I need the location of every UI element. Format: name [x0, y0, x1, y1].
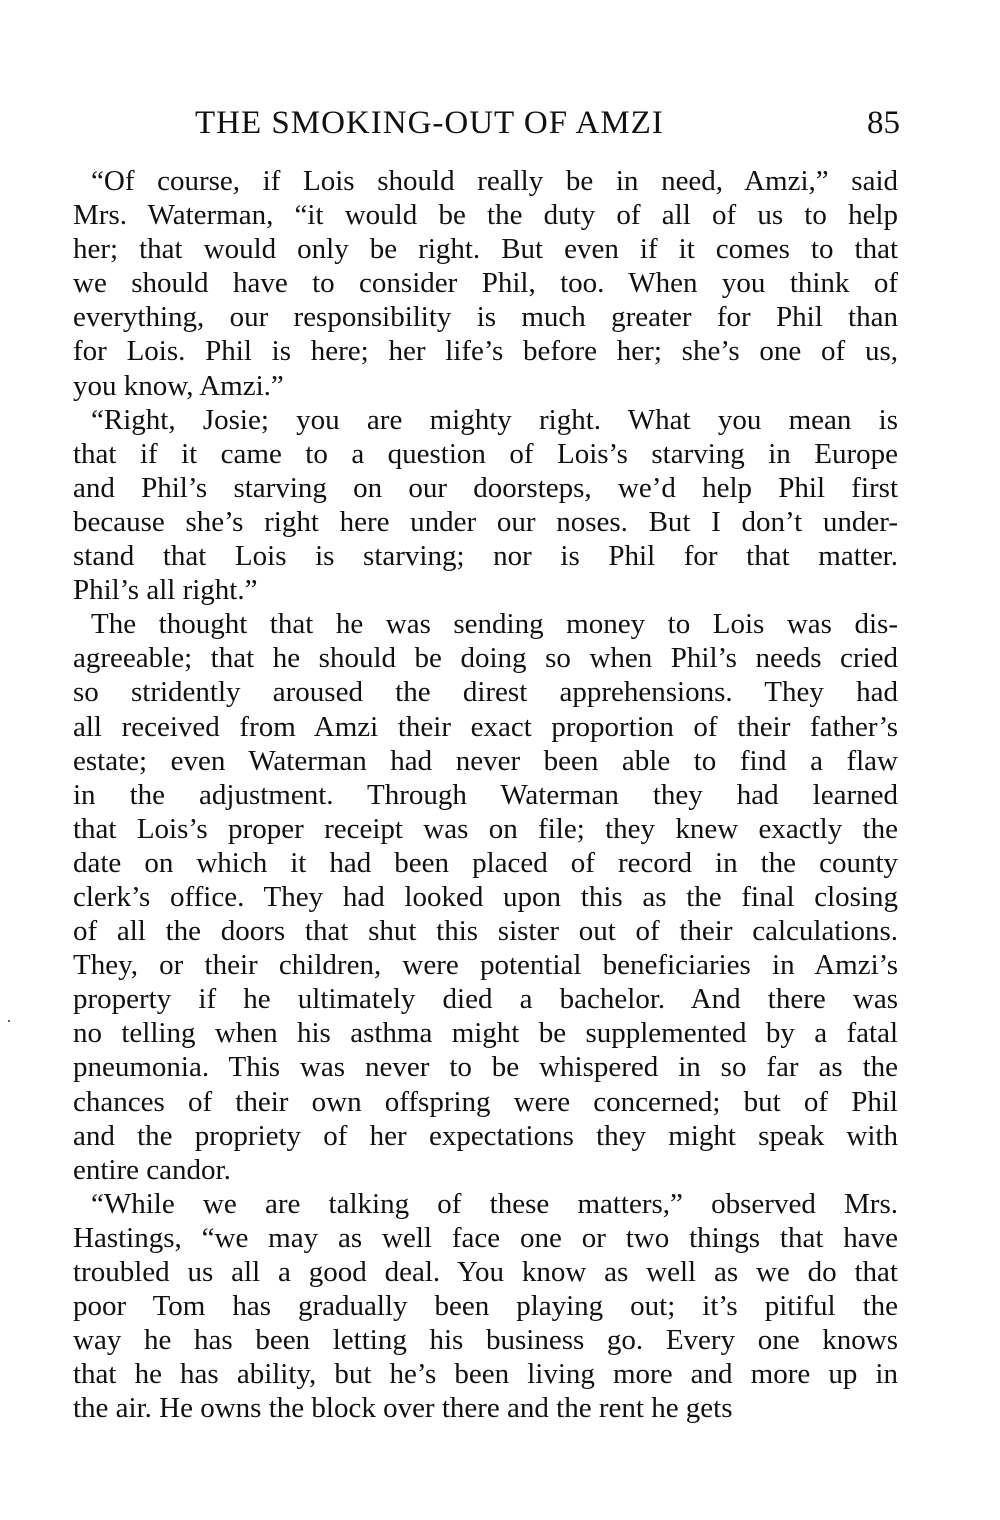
- text-line: agreeable; that he should be doing so when Phil’s needs cried: [73, 642, 898, 675]
- text-line: her; that would only be right. But even if it comes to that: [73, 233, 898, 266]
- text-line: stand that Lois is starving; nor is Phil for that matter.: [73, 540, 898, 573]
- paragraph: [73, 164, 898, 403]
- text-line: The thought that he was sending money to Lois was dis-: [91, 608, 898, 641]
- text-line: Phil’s all right.”: [73, 574, 258, 607]
- paragraph: [73, 607, 898, 1187]
- running-header: [75, 103, 900, 143]
- text-line: Hastings, “we may as well face one or two things that have: [73, 1221, 898, 1254]
- text-line: that he has ability, but he’s been living more and more up in: [73, 1358, 898, 1391]
- text-line: that Lois’s proper receipt was on file; they knew exactly the: [73, 812, 898, 845]
- text-line: pneumonia. This was never to be whispered in so far as the: [73, 1051, 898, 1084]
- text-line: estate; even Waterman had never been able to find a flaw: [73, 744, 898, 777]
- text-line: so stridently aroused the direst apprehensions. They had: [73, 676, 898, 709]
- text-line: the air. He owns the block over there and the rent he gets: [73, 1392, 733, 1425]
- text-line: everything, our responsibility is much greater for Phil than: [73, 301, 898, 334]
- text-line: “Of course, if Lois should really be in need, Amzi,” said: [91, 165, 898, 197]
- text-line: way he has been letting his business go. Every one knows: [73, 1324, 898, 1357]
- text-line: chances of their own offspring were concerned; but of Phil: [73, 1085, 898, 1118]
- text-line: poor Tom has gradually been playing out; it’s pitiful the: [73, 1290, 898, 1323]
- paragraph: [73, 403, 898, 608]
- text-line: “While we are talking of these matters,” observed Mrs.: [91, 1187, 898, 1220]
- text-line: and Phil’s starving on our doorsteps, we’d help Phil first: [73, 471, 898, 504]
- text-line: for Lois. Phil is here; her life’s before her; she’s one of us,: [73, 335, 898, 368]
- text-line: no telling when his asthma might be supplemented by a fatal: [73, 1017, 898, 1050]
- text-line: of all the doors that shut this sister out of their calculations.: [73, 915, 898, 948]
- text-line: you know, Amzi.”: [73, 369, 284, 402]
- text-line: in the adjustment. Through Waterman they had learned: [73, 778, 898, 811]
- margin-speck: [8, 1020, 10, 1022]
- text-line: troubled us all a good deal. You know as well as we do that: [73, 1256, 898, 1288]
- text-line: we should have to consider Phil, too. When you think of: [73, 267, 898, 300]
- page-number: 85: [867, 105, 900, 141]
- paragraph: [73, 1187, 898, 1426]
- text-line: property if he ultimately died a bachelor. And there was: [73, 983, 898, 1016]
- text-line: clerk’s office. They had looked upon this as the final closing: [73, 880, 898, 913]
- text-line: date on which it had been placed of record in the county: [73, 846, 898, 879]
- text-line: all received from Amzi their exact proportion of their father’s: [73, 710, 898, 743]
- text-line: that if it came to a question of Lois’s starving in Europe: [73, 437, 898, 470]
- text-line: because she’s right here under our noses. But I don’t under-: [73, 505, 898, 538]
- text-line: and the propriety of her expectations they might speak with: [73, 1119, 898, 1152]
- text-line: entire candor.: [73, 1153, 231, 1186]
- body-text: [73, 164, 898, 1425]
- text-line: They, or their children, were potential beneficiaries in Amzi’s: [73, 949, 898, 982]
- text-line: Mrs. Waterman, “it would be the duty of all of us to help: [73, 199, 898, 232]
- text-line: “Right, Josie; you are mighty right. What you mean is: [91, 403, 898, 436]
- chapter-title: THE SMOKING-OUT OF AMZI: [195, 105, 664, 141]
